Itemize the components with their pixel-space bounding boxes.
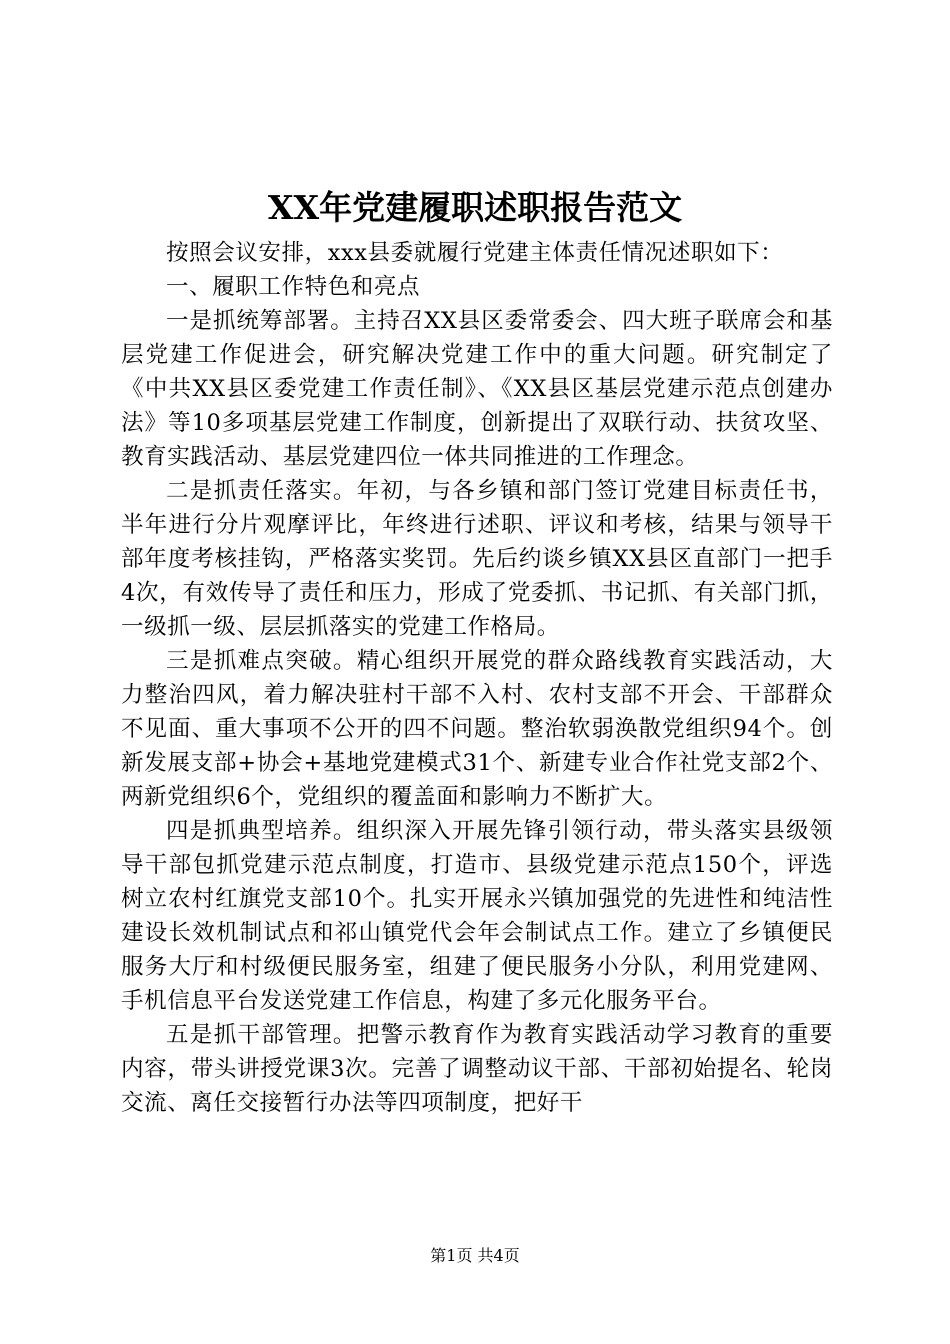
paragraph-overall-planning: 一是抓统筹部署。主持召XX县区委常委会、四大班子联席会和基层党建工作促进会，研究解决党建工作中的重大问题。研究制定了《中共XX县区委党建工作责任制》、《XX县区基层党建示范点创建办法》等10多项基层党建工作制度，创新提出了双联行动、扶贫攻坚、教育实践活动、基层党建四位一体共同推进的工作理念。	[121, 308, 833, 470]
document-title: XX年党建履职述职报告范文	[267, 188, 683, 227]
paragraph-models: 四是抓典型培养。组织深入开展先锋引领行动，带头落实县级领导干部包抓党建示范点制度，打造市、县级党建示范点150个，评选树立农村红旗党支部10个。扎实开展永兴镇加强党的先进性和纯洁性建设长效机制试点和祁山镇党代会年会制试点工作。建立了乡镇便民服务大厅和村级便民服务室，组建了便民服务小分队，利用党建网、手机信息平台发送党建工作信息，构建了多元化服务平台。	[121, 818, 833, 1014]
section-heading: 一、履职工作特色和亮点	[166, 274, 421, 300]
document-body	[121, 236, 833, 1120]
intro-paragraph: 按照会议安排，xxx县委就履行党建主体责任情况述职如下：	[166, 240, 784, 266]
paragraph-cadre-management: 五是抓干部管理。把警示教育作为教育实践活动学习教育的重要内容，带头讲授党课3次。完善了调整动议干部、干部初始提名、轮岗交流、离任交接暂行办法等四项制度，把好干	[121, 1022, 833, 1116]
paragraph-responsibility: 二是抓责任落实。年初，与各乡镇和部门签订党建目标责任书，半年进行分片观摩评比，年终进行述职、评议和考核，结果与领导干部年度考核挂钩，严格落实奖罚。先后约谈乡镇XX县区直部门一把手4次，有效传导了责任和压力，形成了党委抓、书记抓、有关部门抓，一级抓一级、层层抓落实的党建工作格局。	[121, 478, 833, 640]
paragraph-breakthrough: 三是抓难点突破。精心组织开展党的群众路线教育实践活动，大力整治四风，着力解决驻村干部不入村、农村支部不开会、干部群众不见面、重大事项不公开的四不问题。整治软弱涣散党组织94个。创新发展支部+协会+基地党建模式31个、新建专业合作社党支部2个、两新党组织6个，党组织的覆盖面和影响力不断扩大。	[121, 648, 833, 810]
page-footer: 第1页 共4页	[430, 1246, 520, 1265]
